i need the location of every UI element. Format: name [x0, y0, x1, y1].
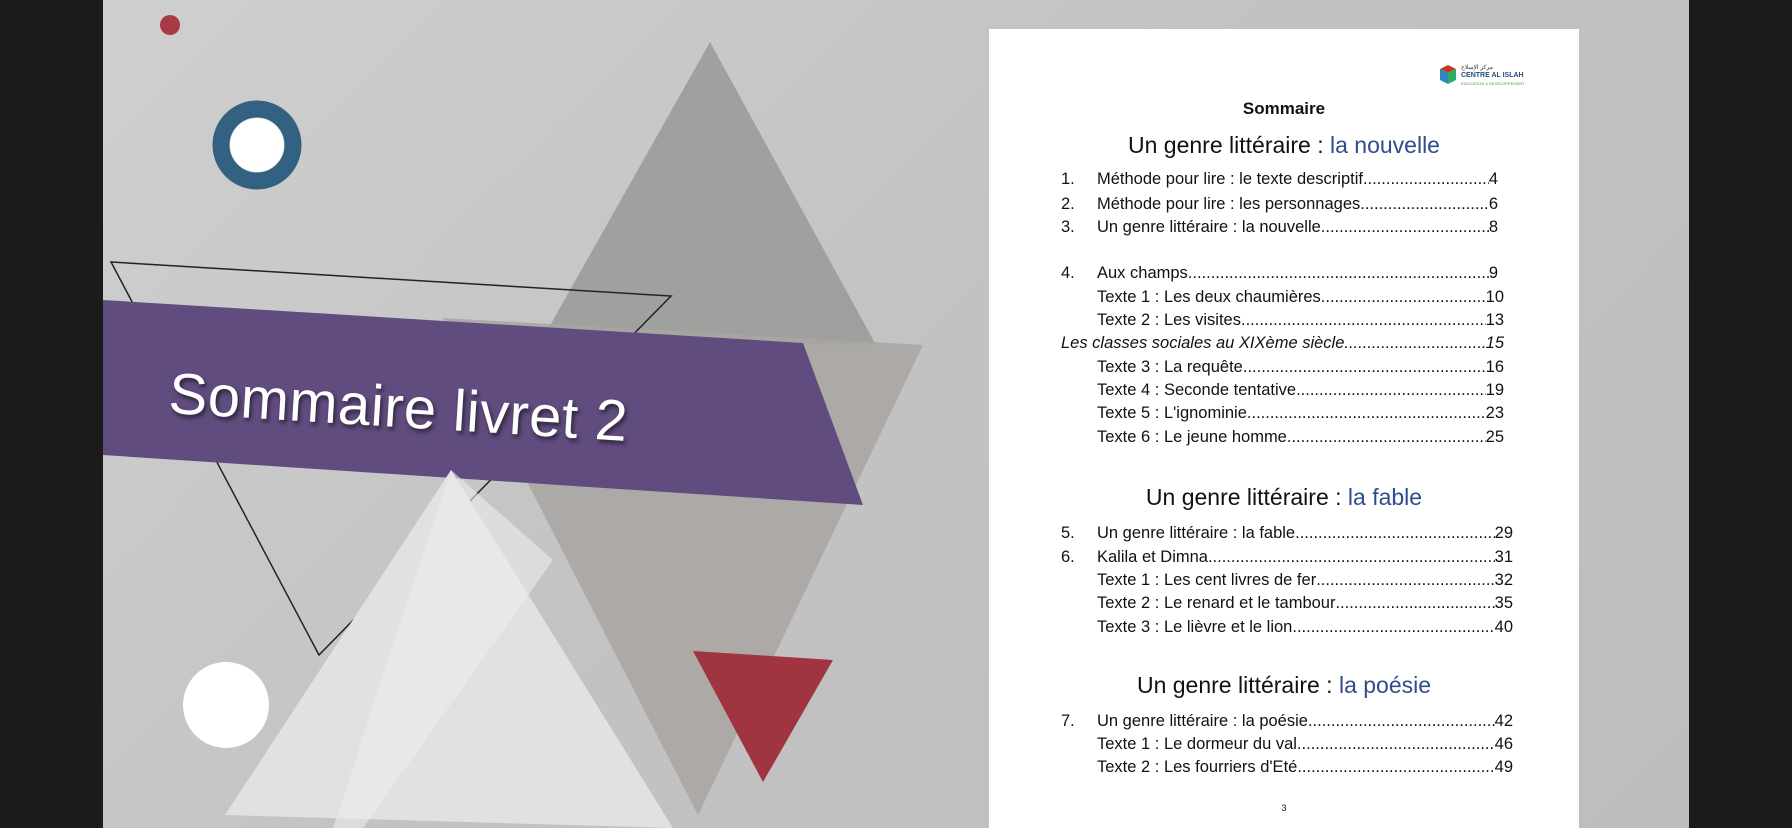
slide-title: Sommaire livret 2 — [166, 360, 630, 454]
toc-entry[interactable]: Les classes sociales au XIXème siècle ..... 15 — [1061, 334, 1504, 353]
toc-entry[interactable]: 2. Méthode pour lire : les personnages ..... 6 — [1061, 195, 1498, 214]
toc-entry[interactable]: Texte 4 : Seconde tentative ..... 19 — [1097, 381, 1504, 400]
logo-cube-icon — [1439, 64, 1457, 86]
logo-tagline: EDUCATION & DEVELOPPEMENT — [1461, 81, 1525, 86]
deco-triangle-dark — [539, 42, 876, 345]
document-page — [989, 29, 1579, 828]
toc-entry[interactable]: 4. Aux champs ..... 9 — [1061, 264, 1498, 283]
toc-entry[interactable]: 6. Kalila et Dimna ..... 31 — [1061, 548, 1513, 567]
toc-entry[interactable]: 1. Méthode pour lire : le texte descriptif ..... 4 — [1061, 170, 1498, 189]
deco-dot-red — [160, 15, 180, 35]
section-heading-fable: Un genre littéraire : la fable — [1145, 484, 1423, 510]
toc-entry[interactable]: Texte 2 : Les visites ..... 13 — [1097, 311, 1504, 330]
logo-arabic-text: مركز الإسلاح — [1461, 65, 1493, 71]
logo-name: CENTRE AL ISLAH — [1461, 72, 1524, 79]
toc-entry[interactable]: Texte 1 : Les cent livres de fer ..... 32 — [1097, 571, 1513, 590]
toc-entry[interactable]: Texte 1 : Les deux chaumières ..... 10 — [1097, 288, 1504, 307]
toc-entry[interactable]: Texte 6 : Le jeune homme ..... 25 — [1097, 428, 1504, 447]
toc-entry[interactable]: Texte 3 : La requête. ..... 16 — [1097, 358, 1504, 377]
centre-logo — [1439, 64, 1525, 88]
page-number: 3 — [1281, 803, 1287, 813]
toc-entry[interactable]: Texte 2 : Le renard et le tambour ..... 35 — [1097, 594, 1513, 613]
section-heading-poesie: Un genre littéraire : la poésie — [1136, 672, 1432, 698]
slide-canvas — [103, 0, 1689, 828]
section-heading-nouvelle: Un genre littéraire : la nouvelle — [1128, 132, 1440, 158]
toc-entry[interactable]: 5. Un genre littéraire : la fable ..... 29 — [1061, 524, 1513, 543]
toc-entry[interactable]: Texte 2 : Les fourriers d'Eté ..... 49 — [1097, 758, 1513, 777]
deco-circle-white — [183, 662, 269, 748]
toc-entry[interactable]: 7. Un genre littéraire : la poésie ..... 42 — [1061, 712, 1513, 731]
toc-entry[interactable]: Texte 5 : L'ignominie ..... 23 — [1097, 404, 1504, 423]
toc-entry[interactable]: 3. Un genre littéraire : la nouvelle ..... 8 — [1061, 218, 1498, 237]
toc-entry[interactable]: Texte 3 : Le lièvre et le lion ..... 40 — [1097, 618, 1513, 637]
document-title: Sommaire — [1242, 99, 1326, 118]
toc-entry[interactable]: Texte 1 : Le dormeur du val ..... 46 — [1097, 735, 1513, 754]
